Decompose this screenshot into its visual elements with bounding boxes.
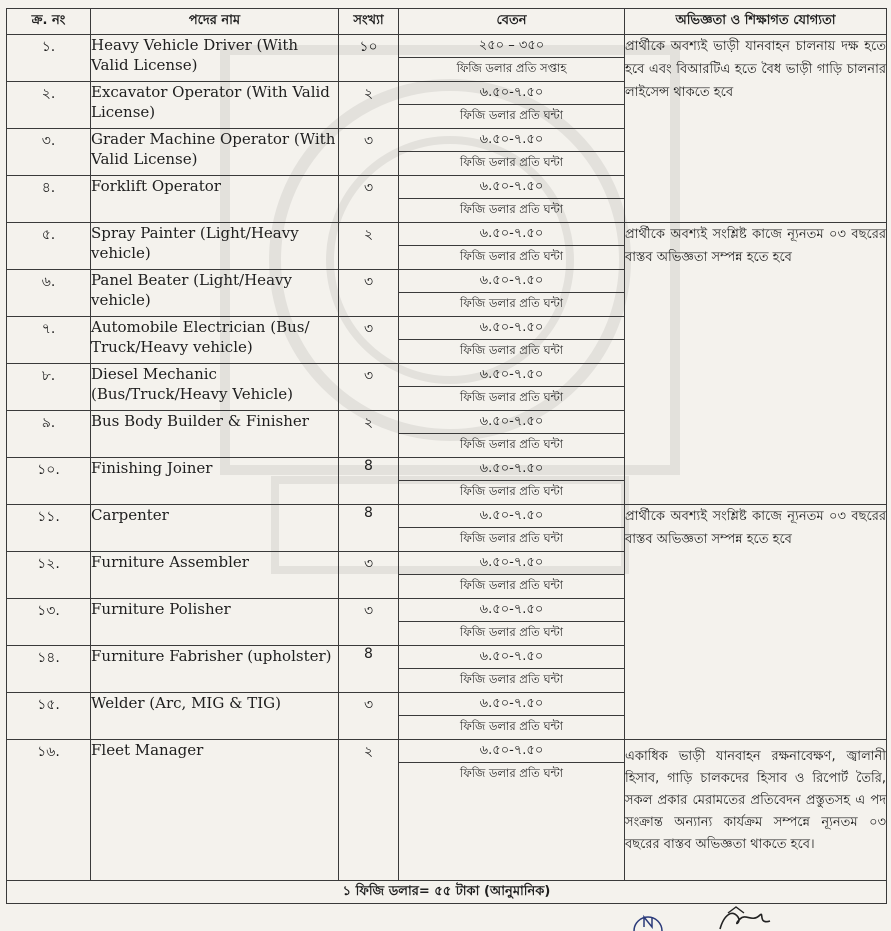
cell-serial: ২. (7, 82, 91, 129)
salary-unit: ফিজি ডলার প্রতি সপ্তাহ (456, 61, 567, 75)
salary-amount: ৬.৫০-৭.৫০ (399, 599, 624, 622)
salary-amount: ৬.৫০-৭.৫০ (399, 317, 624, 340)
cell-salary (399, 505, 625, 552)
exchange-rate-note: ১ ফিজি ডলার= ৫৫ টাকা (আনুমানিক) (7, 881, 887, 904)
cell-count: ৩ (339, 176, 399, 223)
cell-count: ৩ (339, 317, 399, 364)
cell-salary (399, 176, 625, 223)
salary-unit: ফিজি ডলার প্রতি ঘন্টা (460, 343, 563, 357)
cell-post-name: Furniture Assembler (91, 552, 339, 599)
cell-serial: ৯. (7, 411, 91, 458)
salary-amount: ৬.৫০-৭.৫০ (399, 458, 624, 481)
cell-post-name: Carpenter (91, 505, 339, 552)
cell-count: ৩ (339, 364, 399, 411)
salary-unit: ফিজি ডলার প্রতি ঘন্টা (460, 155, 563, 169)
cell-count: ২ (339, 411, 399, 458)
cell-qualification: প্রার্থীকে অবশ্যই সংশ্লিষ্ট কাজে ন্যূনতম ০৩ বছরের বাস্তব অভিজ্ঞতা সম্পন্ন হতে হবে (625, 223, 887, 505)
signature-stamp (620, 905, 780, 931)
cell-serial: ১২. (7, 552, 91, 599)
cell-salary (399, 364, 625, 411)
salary-amount: ৬.৫০-৭.৫০ (399, 505, 624, 528)
cell-salary (399, 599, 625, 646)
salary-unit: ফিজি ডলার প্রতি ঘন্টা (460, 202, 563, 216)
header-post-name: পদের নাম (91, 9, 339, 35)
salary-unit: ফিজি ডলার প্রতি ঘন্টা (460, 437, 563, 451)
cell-serial: ১৪. (7, 646, 91, 693)
salary-unit: ফিজি ডলার প্রতি ঘন্টা (460, 390, 563, 404)
cell-salary (399, 35, 625, 82)
cell-post-name: Welder (Arc, MIG & TIG) (91, 693, 339, 740)
salary-unit: ফিজি ডলার প্রতি ঘন্টা (460, 625, 563, 639)
cell-count: 8 (339, 458, 399, 505)
cell-post-name: Furniture Polisher (91, 599, 339, 646)
header-salary: বেতন (399, 9, 625, 35)
cell-salary (399, 270, 625, 317)
salary-amount: ৬.৫০-৭.৫০ (399, 411, 624, 434)
header-qualification: অভিজ্ঞতা ও শিক্ষাগত যোগ্যতা (625, 9, 887, 35)
cell-serial: ১৫. (7, 693, 91, 740)
salary-unit: ফিজি ডলার প্রতি ঘন্টা (460, 766, 563, 780)
cell-serial: ১৬. (7, 740, 91, 881)
cell-post-name: Spray Painter (Light/Heavy vehicle) (91, 223, 339, 270)
cell-count: 8 (339, 646, 399, 693)
cell-post-name: Excavator Operator (With Valid License) (91, 82, 339, 129)
cell-count: ১০ (339, 35, 399, 82)
cell-post-name: Furniture Fabrisher (upholster) (91, 646, 339, 693)
cell-count: ৩ (339, 693, 399, 740)
job-table (6, 8, 887, 904)
table-header-row (7, 9, 887, 35)
cell-count: ৩ (339, 270, 399, 317)
salary-unit: ফিজি ডলার প্রতি ঘন্টা (460, 531, 563, 545)
header-serial: ক্র. নং (7, 9, 91, 35)
cell-serial: ১৩. (7, 599, 91, 646)
cell-post-name: Panel Beater (Light/Heavy vehicle) (91, 270, 339, 317)
cell-salary (399, 411, 625, 458)
salary-amount: ৬.৫০-৭.৫০ (399, 693, 624, 716)
cell-salary (399, 223, 625, 270)
cell-post-name: Forklift Operator (91, 176, 339, 223)
cell-serial: ৪. (7, 176, 91, 223)
cell-count: ২ (339, 223, 399, 270)
cell-salary (399, 740, 625, 881)
table-row (7, 740, 887, 881)
cell-salary (399, 129, 625, 176)
cell-post-name: Automobile Electrician (Bus/ Truck/Heavy vehicle) (91, 317, 339, 364)
salary-amount: ৬.৫০-৭.৫০ (399, 223, 624, 246)
cell-serial: ১০. (7, 458, 91, 505)
salary-unit: ফিজি ডলার প্রতি ঘন্টা (460, 578, 563, 592)
salary-unit: ফিজি ডলার প্রতি ঘন্টা (460, 719, 563, 733)
salary-unit: ফিজি ডলার প্রতি ঘন্টা (460, 249, 563, 263)
salary-unit: ফিজি ডলার প্রতি ঘন্টা (460, 108, 563, 122)
cell-salary (399, 82, 625, 129)
cell-serial: ৮. (7, 364, 91, 411)
cell-count: ৩ (339, 599, 399, 646)
salary-amount: ৬.৫০-৭.৫০ (399, 646, 624, 669)
cell-serial: ৭. (7, 317, 91, 364)
cell-count: ২ (339, 82, 399, 129)
cell-count: ৩ (339, 552, 399, 599)
cell-qualification: প্রার্থীকে অবশ্যই ভাড়ী যানবাহন চালনায় দক্ষ হতে হবে এবং বিআরটিএ হতে বৈধ ভাড়ী গাড়ি চালনার লাইসেন্স থাকতে হবে (625, 35, 887, 223)
cell-count: 8 (339, 505, 399, 552)
table-row (7, 505, 887, 552)
cell-serial: ১. (7, 35, 91, 82)
salary-unit: ফিজি ডলার প্রতি ঘন্টা (460, 484, 563, 498)
cell-post-name: Diesel Mechanic (Bus/Truck/Heavy Vehicle) (91, 364, 339, 411)
table-row (7, 223, 887, 270)
cell-post-name: Finishing Joiner (91, 458, 339, 505)
salary-amount: ৬.৫০-৭.৫০ (399, 270, 624, 293)
salary-amount: ৬.৫০-৭.৫০ (399, 740, 624, 763)
cell-serial: ১১. (7, 505, 91, 552)
cell-salary (399, 693, 625, 740)
cell-salary (399, 552, 625, 599)
cell-qualification: একাধিক ভাড়ী যানবাহন রক্ষনাবেক্ষণ, জ্বালানী হিসাব, গাড়ি চালকদের হিসাব ও রিপোর্ট তৈরি, সকল প্রকার মেরামতের প্রতিবেদন প্রস্তুতসহ এ পদ সংক্রান্ত অন্যান্য কার্যক্রম সম্পন্নে ন্যূনতম ০৩ বছরের বাস্তব অভিজ্ঞতা থাকতে হবে। (625, 740, 887, 881)
cell-serial: ৬. (7, 270, 91, 317)
header-count: সংখ্যা (339, 9, 399, 35)
cell-post-name: Heavy Vehicle Driver (With Valid License) (91, 35, 339, 82)
table-footer-row (7, 881, 887, 904)
salary-amount: ৬.৫০-৭.৫০ (399, 129, 624, 152)
table-row (7, 35, 887, 82)
cell-post-name: Fleet Manager (91, 740, 339, 881)
salary-amount: ২৫০ – ৩৫০ (399, 35, 624, 58)
cell-salary (399, 646, 625, 693)
salary-amount: ৬.৫০-৭.৫০ (399, 176, 624, 199)
cell-post-name: Bus Body Builder & Finisher (91, 411, 339, 458)
salary-unit: ফিজি ডলার প্রতি ঘন্টা (460, 296, 563, 310)
salary-amount: ৬.৫০-৭.৫০ (399, 552, 624, 575)
cell-qualification: প্রার্থীকে অবশ্যই সংশ্লিষ্ট কাজে ন্যূনতম ০৩ বছরের বাস্তব অভিজ্ঞতা সম্পন্ন হতে হবে (625, 505, 887, 740)
cell-post-name: Grader Machine Operator (With Valid License) (91, 129, 339, 176)
cell-serial: ৩. (7, 129, 91, 176)
cell-count: ৩ (339, 129, 399, 176)
salary-amount: ৬.৫০-৭.৫০ (399, 82, 624, 105)
cell-serial: ৫. (7, 223, 91, 270)
salary-unit: ফিজি ডলার প্রতি ঘন্টা (460, 672, 563, 686)
cell-salary (399, 317, 625, 364)
salary-amount: ৬.৫০-৭.৫০ (399, 364, 624, 387)
cell-count: ২ (339, 740, 399, 881)
cell-salary (399, 458, 625, 505)
